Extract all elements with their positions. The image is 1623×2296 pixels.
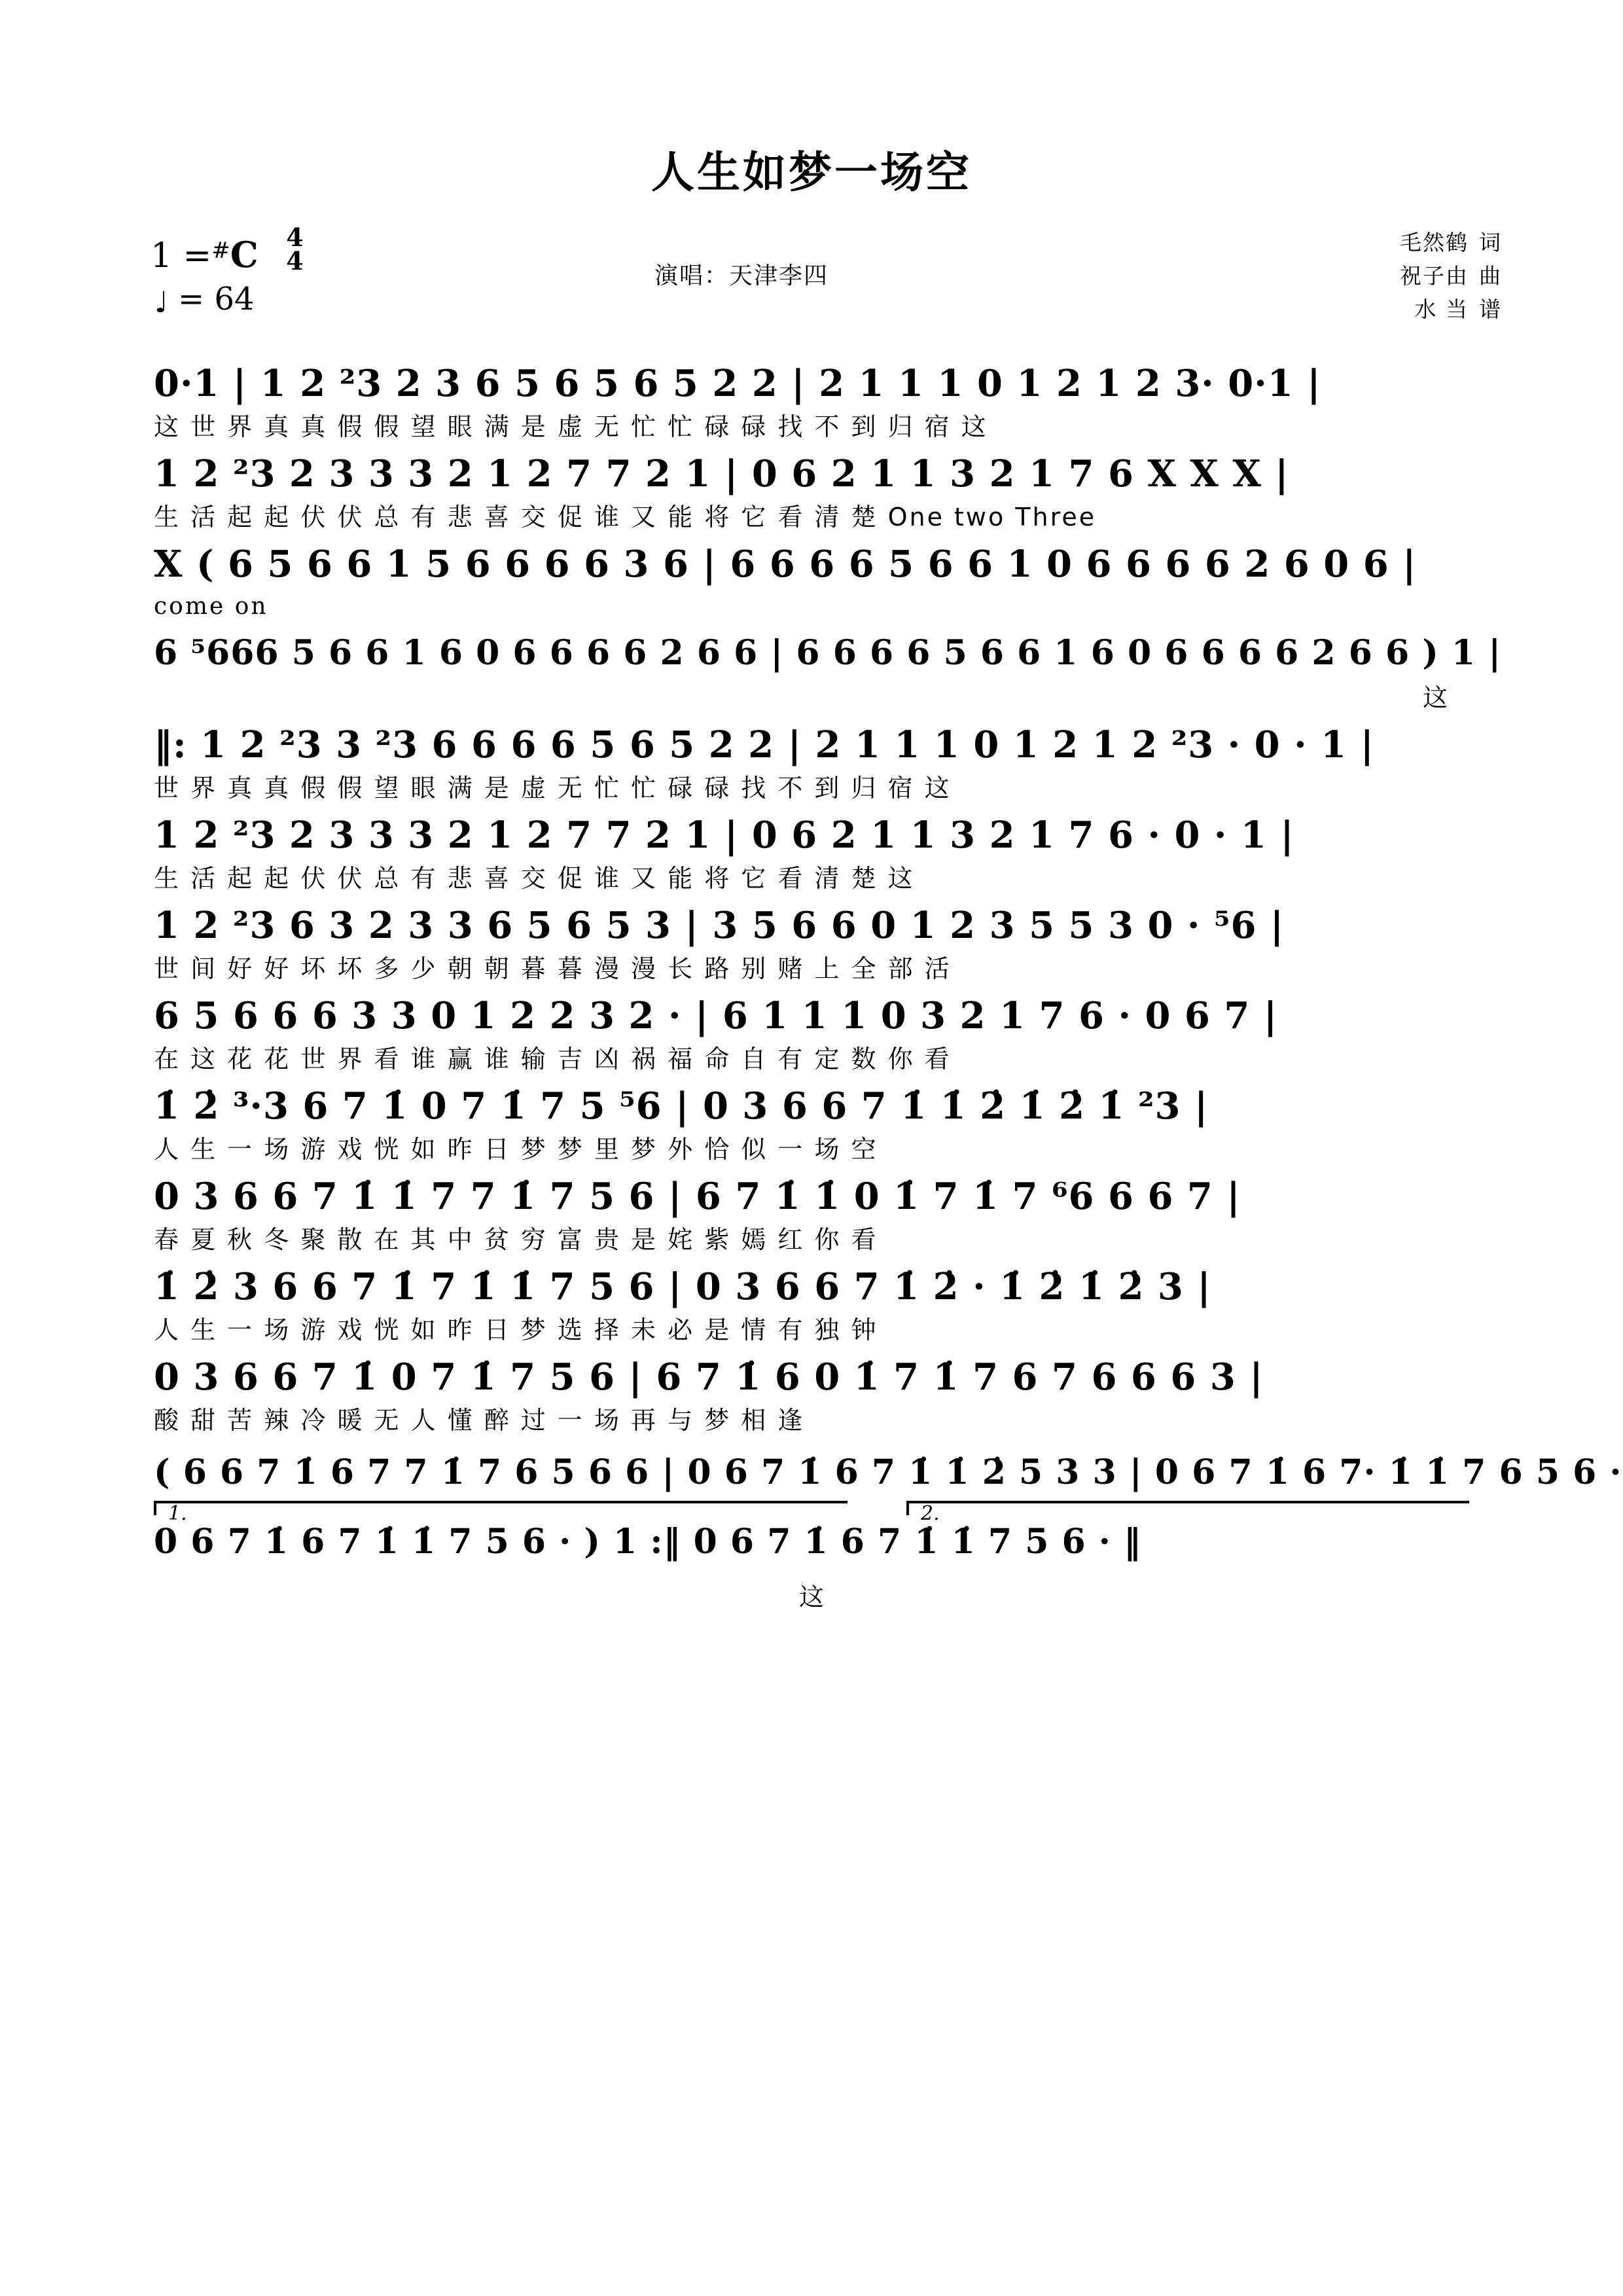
key-tempo-block [151,223,304,320]
key-signature [151,223,304,276]
lyrics-line: 这 [1422,683,1450,712]
credit-composer-role: 曲 [1479,263,1502,289]
notation-line: 1 2 ²3 2 3 3 3 2 1 2 7 7 2 1 | 0 6 2 1 1 3 2 1 7 6 · 0 · 1 | [154,814,1294,857]
lyrics-line: come on [154,593,268,620]
lyrics-line: 生 活 起 起 伏 伏 总 有 悲 喜 交 促 谁 又 能 将 它 看 清 楚 这 [154,864,915,893]
singer-credit: 演唱：天津李四 [654,262,829,289]
music-system [154,903,1469,990]
notation-line: 1̇ 2̇ 3 6 6 7 1̇ 7 1̇ 1̇ 7 5 6 | 0 3 6 6 7 1̇ 2̇ · 1̇ 2̇ 1̇ 2̇ 3 | [154,1265,1211,1308]
lyrics-line: 在 这 花 花 世 界 看 谁 赢 谁 输 吉 凶 祸 福 命 自 有 定 数 你 看 [154,1045,952,1073]
time-signature-top: 4 [286,223,304,252]
credit-lyricist-name: 毛然鹤 [1400,230,1469,255]
notation-line: 1̇ 2̇ ³·3 6 7 1̇ 0 7 1̇ 7 5 ⁵6 | 0 3 6 6 7 1̇ 1̇ 2̇ 1̇ 2̇ 1̇ ²3 | [154,1085,1209,1128]
lyrics-line: 世 间 好 好 坏 坏 多 少 朝 朝 暮 暮 漫 漫 长 路 别 赌 上 全 部 活 [154,954,952,983]
notation-line: 1 2 ²3 6 3 2 3 3 6 5 6 5 3 | 3 5 6 6 0 1 2 3 5 5 3 0 · ⁵6 | [154,904,1285,947]
quarter-note-icon: ♩ [154,286,168,320]
notation-line: 0 3 6 6 7 1̇ 0 7 1̇ 7 5 6 | 6 7 1̇ 6 0 1̇ 7 1̇ 7 6 7 6 6 6 3 | [154,1355,1264,1399]
credit-arranger-name: 水 当 [1414,296,1469,323]
ending-2-line [906,1501,1469,1503]
credit-arranger [1400,293,1502,326]
credit-composer [1400,259,1502,293]
credit-arranger-role: 谱 [1479,296,1502,323]
notation-line: ‖: 1 2 ²3 3 ²3 6 6 6 6 5 6 5 2 2 | 2 1 1 1 0 1 2 1 2 ²3 · 0 · 1 | [154,723,1374,766]
music-body [154,361,1622,1613]
tempo-label: = 64 [178,281,255,318]
ending-brackets [154,1501,1469,1525]
music-system [154,1520,1469,1570]
notation-line: X ( 6 5 6 6 1 5 6 6 6 6 3 6 | 6 6 6 6 5 6 6 1 0 6 6 6 6 2 6 0 6 | [154,543,1417,586]
credits-block [1400,226,1502,326]
ending-1-line [154,1501,847,1503]
score-header [0,219,1623,344]
lyrics-line: 酸 甜 苦 辣 冷 暖 无 人 懂 醉 过 一 场 再 与 梦 相 逢 [154,1406,805,1435]
music-system [154,1174,1469,1261]
time-signature [286,223,304,276]
music-system [154,1264,1469,1352]
tempo-marking [154,281,304,320]
notation-line: ( 6 6 7 1̇ 6 7 7 1̇ 7 6 5 6 6 | 0 6 7 1̇ 6 7 1̇ 1̇ 2̇ 5 3 3 | 0 6 7 1̇ 6 7· 1̇ 1̇ 7 6 5 6 · [154,1452,1622,1492]
notation-line: 0 6 7 1̇ 6 7 1̇ 1̇ 7 5 6 · ) 1 :‖ 0 6 7 1̇ 6 7 1̇ 1̇ 7 5 6 · ‖ [154,1522,1141,1562]
lyrics-line: 春 夏 秋 冬 聚 散 在 其 中 贫 穷 富 贵 是 姹 紫 嫣 红 你 看 [154,1225,878,1254]
ending-1-tick [154,1501,156,1515]
music-system-repeat-start [154,722,1469,810]
lyrics-line: 人 生 一 场 游 戏 恍 如 昨 日 梦 选 择 未 必 是 情 有 独 钟 [154,1316,878,1344]
ending-2-tick [906,1501,909,1515]
final-lyric: 这 [798,1583,824,1611]
lyrics-line: 人 生 一 场 游 戏 恍 如 昨 日 梦 梦 里 梦 外 恰 似 一 场 空 [154,1135,878,1164]
notation-line: 6 5 6 6 6 3 3 0 1 2 2 3 2 · | 6 1 1 1 0 3 2 1 7 6 · 0 6 7 | [154,994,1278,1037]
credit-composer-name: 祝子由 [1400,263,1469,289]
lyrics-line: 世 界 真 真 假 假 望 眼 满 是 虚 无 忙 忙 碌 碌 找 不 到 归 宿 这 [154,774,952,802]
music-system [154,812,1469,900]
ending-1-label: 1. [168,1502,187,1525]
music-system [154,451,1469,539]
time-signature-bottom: 4 [286,246,304,276]
music-system [154,1354,1469,1442]
music-system [154,993,1469,1081]
key-label: 1 = [151,236,212,276]
credit-lyricist-role: 词 [1479,230,1502,255]
sharp-icon: # [211,238,230,264]
notation-line: 0·1 | 1 2 ²3 2 3 6 5 6 5 6 5 2 2 | 2 1 1 1 0 1 2 1 2 3· 0·1 | [154,362,1321,405]
music-system [154,1083,1469,1171]
key-name: C [230,234,259,276]
notation-line: 1 2 ²3 2 3 3 3 2 1 2 7 7 2 1 | 0 6 2 1 1 3 2 1 7 6 X X X | [154,452,1289,495]
ending-2-label: 2. [921,1502,940,1525]
notation-line: 6 ⁵666 5 6 6 1 6 0 6 6 6 6 2 6 6 | 6 6 6 6 5 6 6 1 6 0 6 6 6 6 2 6 6 ) 1 | [154,633,1502,673]
notation-line: 0 3 6 6 7 1̇ 1̇ 7 7 1̇ 7 5 6 | 6 7 1̇ 1̇ 0 1̇ 7 1̇ 7 ⁶6 6 6 7 | [154,1175,1241,1218]
lyrics-line: 生 活 起 起 伏 伏 总 有 悲 喜 交 促 谁 又 能 将 它 看 清 楚 One two Three [154,503,1097,531]
music-system [154,632,1502,719]
lyrics-line: 这 世 界 真 真 假 假 望 眼 满 是 虚 无 忙 忙 碌 碌 找 不 到 归 宿 这 [154,412,988,441]
page-title: 人生如梦一场空 [651,147,972,198]
music-system [154,1451,1622,1525]
music-system [154,361,1469,448]
music-system [154,541,1469,629]
credit-lyricist [1400,226,1502,259]
